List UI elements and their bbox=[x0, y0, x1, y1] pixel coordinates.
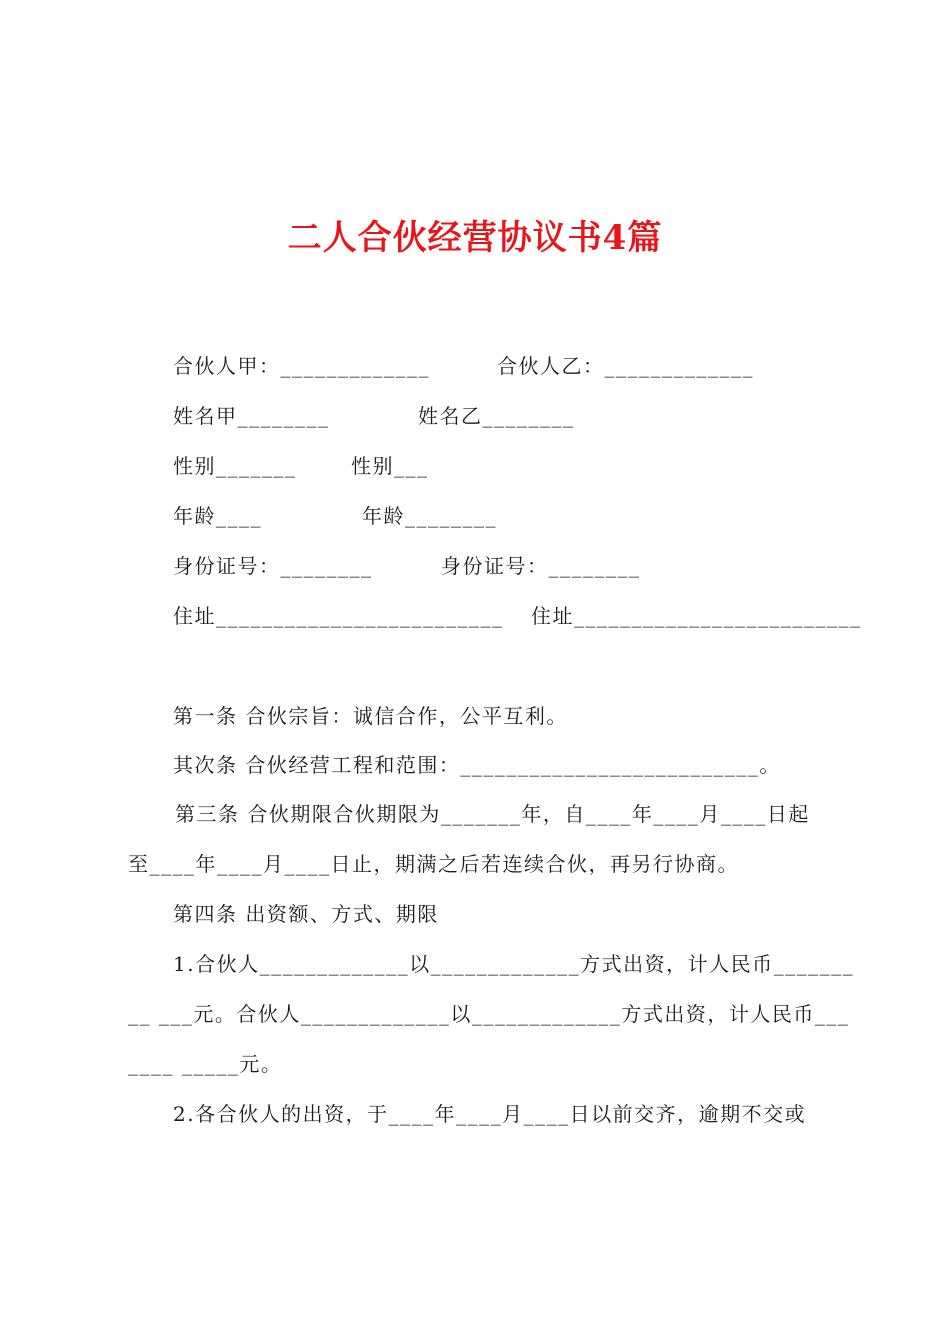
id-number-a: 身份证号：________ bbox=[173, 554, 373, 578]
address-a: 住址_________________________ bbox=[173, 604, 504, 628]
gender-a: 性别_______ bbox=[173, 454, 297, 478]
gender-b: 性别___ bbox=[351, 454, 429, 478]
name-b: 姓名乙________ bbox=[418, 404, 575, 428]
clause-4-item-1-line-3: ____ _____元。 bbox=[128, 1052, 283, 1076]
id-number-b: 身份证号：________ bbox=[441, 554, 641, 578]
clause-2: 其次条 合伙经营工程和范围：__________________________。 bbox=[173, 753, 781, 777]
clause-1: 第一条 合伙宗旨：诚信合作，公平互利。 bbox=[173, 704, 568, 728]
clause-3-line-1: 第三条 合伙期限合伙期限为_______年，自____年____月____日起 bbox=[175, 802, 810, 826]
clause-4-heading: 第四条 出资额、方式、期限 bbox=[173, 902, 439, 926]
clause-4-item-1-line-1: 1.合伙人_____________以_____________方式出资，计人民币_______ bbox=[173, 952, 855, 976]
clause-4-item-2-line-1: 2.各合伙人的出资，于____年____月____日以前交齐，逾期不交或 bbox=[173, 1102, 807, 1126]
name-a: 姓名甲________ bbox=[173, 404, 330, 428]
age-b: 年龄________ bbox=[362, 504, 497, 528]
party-b-label: 合伙人乙：_____________ bbox=[497, 354, 754, 378]
address-b: 住址_________________________ bbox=[531, 604, 862, 628]
party-a-label: 合伙人甲：_____________ bbox=[173, 354, 430, 378]
clause-4-item-1-line-2: __ ___元。合伙人_____________以_____________方式出资，计人民币___ bbox=[128, 1002, 850, 1026]
age-a: 年龄____ bbox=[173, 504, 262, 528]
page-title: 二人合伙经营协议书4篇 bbox=[287, 218, 663, 258]
clause-3-line-2: 至____年____月____日止，期满之后若连续合伙，再另行协商。 bbox=[128, 852, 739, 876]
